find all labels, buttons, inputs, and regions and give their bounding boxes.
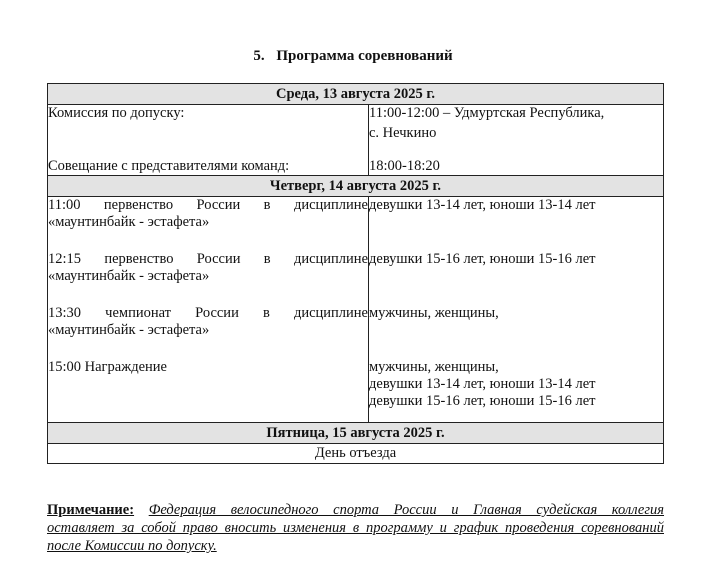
departure-text: День отъезда — [48, 444, 664, 464]
note-line — [47, 501, 664, 519]
day-header-row — [48, 176, 664, 197]
schedule-row — [48, 105, 664, 176]
event-text: Комиссия по допуску: — [48, 105, 185, 121]
schedule-row — [48, 197, 664, 423]
day-header: Четверг, 14 августа 2025 г. — [48, 176, 664, 197]
note-text: Федерация велосипедного спорта России и Главная судейская коллегия — [148, 502, 665, 518]
day-header: Пятница, 15 августа 2025 г. — [48, 423, 664, 444]
event-text: 15:00 Награждение — [48, 359, 167, 375]
event-text: 12:15 первенство России в дисциплине — [48, 251, 368, 267]
event-cell — [48, 197, 369, 423]
event-text: «маунтинбайк - эстафета» — [48, 322, 210, 338]
event-text: 13:30 чемпионат России в дисциплине — [48, 305, 368, 321]
participants-text: мужчины, женщины, — [369, 359, 499, 375]
section-title: Программа соревнований — [276, 48, 453, 64]
section-number: 5. — [253, 48, 265, 64]
details-cell — [369, 105, 664, 176]
details-cell — [369, 197, 664, 423]
participants-text: мужчины, женщины, — [369, 305, 499, 321]
day-header-row — [48, 423, 664, 444]
participants-text: девушки 13-14 лет, юноши 13-14 лет — [369, 376, 596, 392]
time-text: 18:00-18:20 — [369, 158, 440, 174]
participants-text: девушки 15-16 лет, юноши 15-16 лет — [369, 251, 596, 267]
event-text: 11:00 первенство России в дисциплине — [48, 197, 368, 213]
section-heading — [0, 48, 706, 65]
event-text: Совещание с представителями команд: — [48, 158, 290, 174]
note-block — [47, 501, 664, 555]
time-text: 11:00-12:00 – Удмуртская Республика, — [369, 105, 605, 121]
note-label: Примечание: — [47, 502, 135, 518]
note-text: оставляет за собой право вносить изменения в программу и график проведения соревнований — [47, 520, 664, 536]
location-text: с. Нечкино — [369, 125, 437, 141]
program-table — [47, 83, 664, 464]
schedule-row — [48, 444, 664, 464]
note-text: после Комиссии по допуску. — [47, 538, 217, 554]
participants-text: девушки 15-16 лет, юноши 15-16 лет — [369, 393, 596, 409]
participants-text: девушки 13-14 лет, юноши 13-14 лет — [369, 197, 596, 213]
event-cell — [48, 105, 369, 176]
day-header-row — [48, 84, 664, 105]
event-text: «маунтинбайк - эстафета» — [48, 214, 210, 230]
day-header: Среда, 13 августа 2025 г. — [48, 84, 664, 105]
event-text: «маунтинбайк - эстафета» — [48, 268, 210, 284]
